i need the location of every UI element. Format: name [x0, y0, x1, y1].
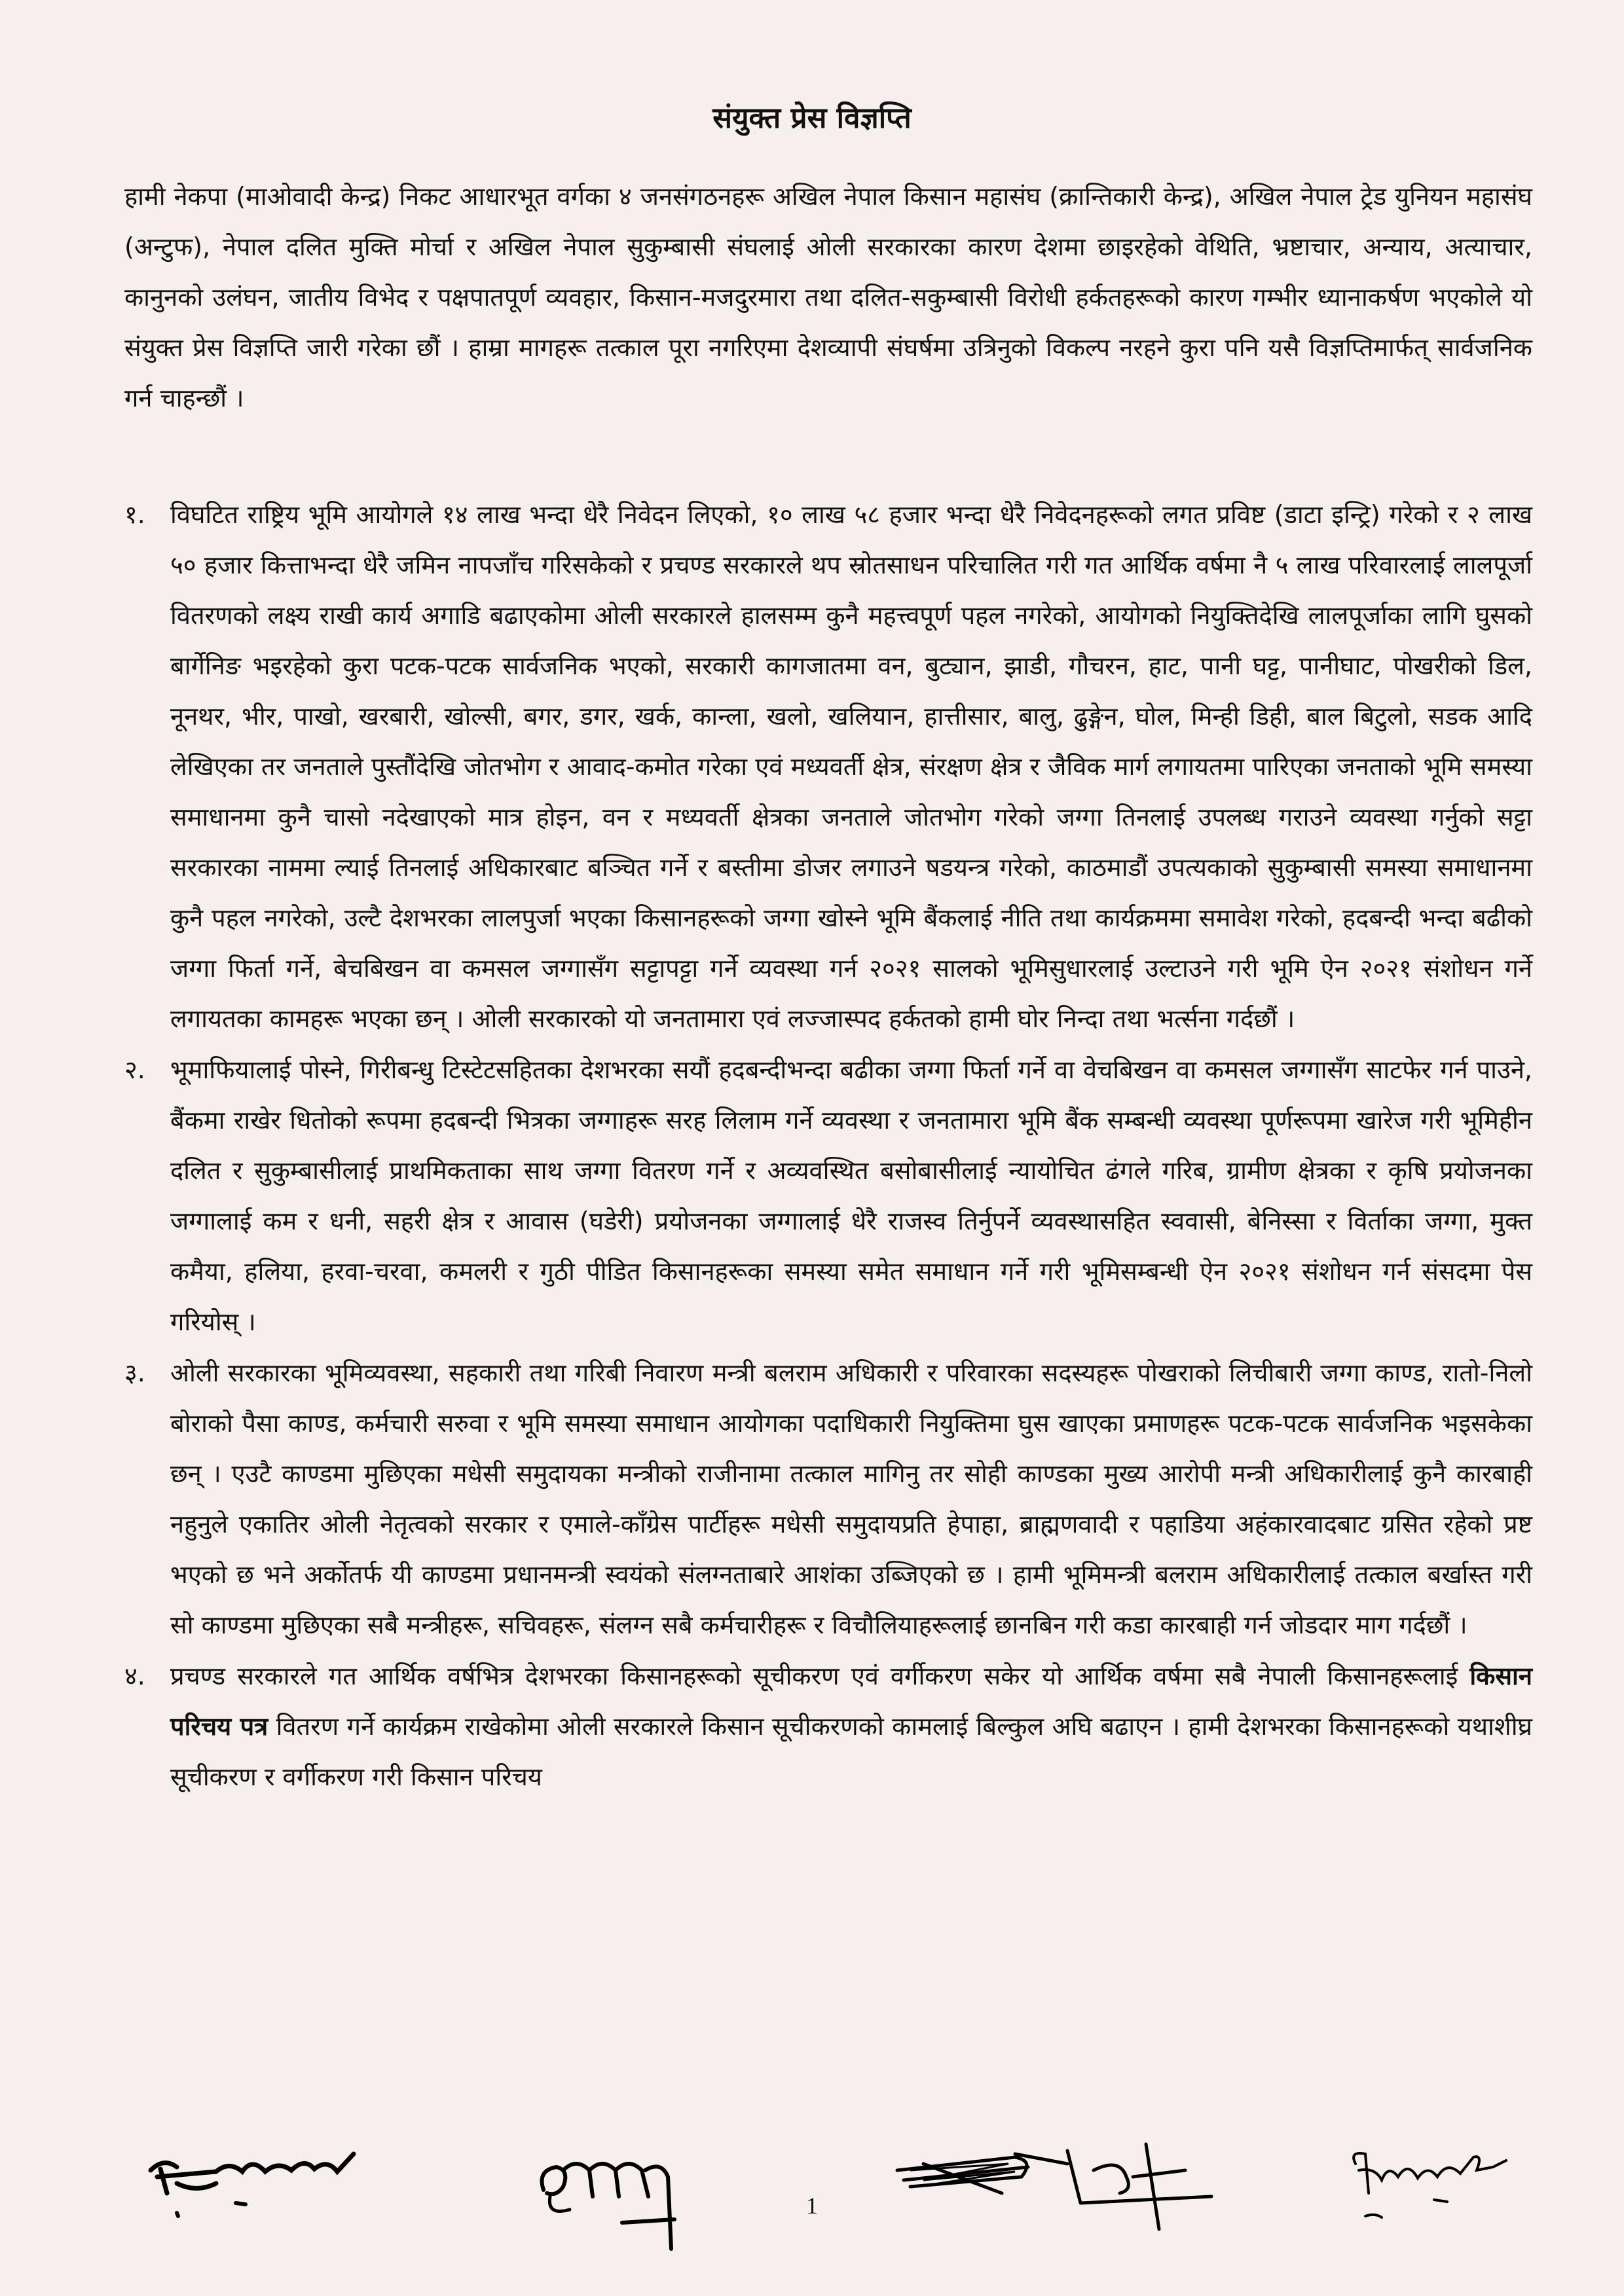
list-item-number: ४. [124, 1662, 145, 1690]
list-item-text: विघटित राष्ट्रिय भूमि आयोगले १४ लाख भन्दा धेरै निवेदन लिएको, १० लाख ५८ हजार भन्दा धेरै निवेदनहरूको लगत प्रविष्ट (डाटा इन्ट्रि) गरेको र २ लाख ५० हजार कित्ताभन्दा धेरै जमिन नापजाँच गरिसकेको र प्रचण्ड सरकारले थप स्रोतसाधन परिचालित गरी गत आर्थिक वर्षमा नै ५ लाख परिवारलाई लालपूर्जा वितरणको लक्ष्य राखी कार्य अगाडि बढाएकोमा ओली सरकारले हालसम्म कुनै महत्त्वपूर्ण पहल नगरेको, आयोगको नियुक्तिदेखि लालपूर्जाका लागि घुसको बार्गेनिङ भइरहेको कुरा पटक-पटक सार्वजनिक भएको, सरकारी कागजातमा वन, बुट्यान, झाडी, गौचरन, हाट, पानी घट्ट, पानीघाट, पोखरीको डिल, नूनथर, भीर, पाखो, खरबारी, खोल्सी, बगर, डगर, खर्क, कान्ला, खलो, खलियान, हात्तीसार, बालु, ढुङ्गेन, घोल, मिन्ही डिही, बाल बिटुलो, सडक आदि लेखिएका तर जनताले पुस्तौंदेखि जोतभोग र आवाद-कमोत गरेका एवं मध्यवर्ती क्षेत्र, संरक्षण क्षेत्र र जैविक मार्ग लगायतमा पारिएका जनताको भूमि समस्या समाधानमा कुनै चासो नदेखाएको मात्र होइन, वन र मध्यवर्ती क्षेत्रका जनताले जोतभोग गरेको जग्गा तिनलाई उपलब्ध गराउने व्यवस्था गर्नुको सट्टा सरकारका नाममा ल्याई तिनलाई अधिकारबाट बञ्चित गर्ने र बस्तीमा डोजर लगाउने षडयन्त्र गरेको, काठमाडौं उपत्यकाको सुकुम्बासी समस्या समाधानमा कुनै पहल नगरेको, उल्टै देशभरका लालपुर्जा भएका किसानहरूको जग्गा खोस्ने भूमि बैंकलाई नीति तथा कार्यक्रममा समावेश गरेको, हदबन्दी भन्दा बढीको जग्गा फिर्ता गर्ने, बेचबिखन वा कमसल जग्गासँग सट्टापट्टा गर्ने व्यवस्था गर्न २०२१ सालको भूमिसुधारलाई उल्टाउने गरी भूमि ऐन २०२१ संशोधन गर्ने लगायतका कामहरू भएका छन् । ओली सरकारको यो जनतामारा एवं लज्जास्पद हर्कतको हामी घोर निन्दा तथा भर्त्सना गर्दछौं । [170, 500, 1532, 1033]
list-item-text: भूमाफियालाई पोस्ने, गिरीबन्धु टिस्टेटसहितका देशभरका सयौं हदबन्दीभन्दा बढीका जग्गा फिर्ता गर्ने वा वेचबिखन वा कमसल जग्गासँग साटफेर गर्न पाउने, बैंकमा राखेर धितोको रूपमा हदबन्दी भित्रका जग्गाहरू सरह लिलाम गर्ने व्यवस्था र जनतामारा भूमि बैंक सम्बन्धी व्यवस्था पूर्णरूपमा खारेज गरी भूमिहीन दलित र सुकुम्बासीलाई प्राथमिकताका साथ जग्गा वितरण गर्ने र अव्यवस्थित बसोबासीलाई न्यायोचित ढंगले गरिब, ग्रामीण क्षेत्रका र कृषि प्रयोजनका जग्गालाई कम र धनी, सहरी क्षेत्र र आवास (घडेरी) प्रयोजनका जग्गालाई धेरै राजस्व तिर्नुपर्ने व्यवस्थासहित स्ववासी, बेनिस्सा र विर्ताका जग्गा, मुक्त कमैया, हलिया, हरवा-चरवा, कमलरी र गुठी पीडित किसानहरूका समस्या समेत समाधान गर्ने गरी भूमिसम्बन्धी ऐन २०२१ संशोधन गर्न संसदमा पेस गरियोस् । [170, 1055, 1532, 1336]
list-item-text: ओली सरकारका भूमिव्यवस्था, सहकारी तथा गरिबी निवारण मन्त्री बलराम अधिकारी र परिवारका सदस्यहरू पोखराको लिचीबारी जग्गा काण्ड, रातो-निलो बोराको पैसा काण्ड, कर्मचारी सरुवा र भूमि समस्या समाधान आयोगका पदाधिकारी नियुक्तिमा घुस खाएका प्रमाणहरू पटक-पटक सार्वजनिक भइसकेका छन् । एउटै काण्डमा मुछिएका मधेसी समुदायका मन्त्रीको राजीनामा तत्काल मागिनु तर सोही काण्डका मुख्य आरोपी मन्त्री अधिकारीलाई कुनै कारबाही नहुनुले एकातिर ओली नेतृत्वको सरकार र एमाले-काँग्रेस पार्टीहरू मधेसी समुदायप्रति हेपाहा, ब्राह्मणवादी र पहाडिया अहंकारवादबाट ग्रसित रहेको प्रष्ट भएको छ भने अर्कोतर्फ यी काण्डमा प्रधानमन्त्री स्वयंको संलग्नताबारे आशंका उब्जिएको छ । हामी भूमिमन्त्री बलराम अधिकारीलाई तत्काल बर्खास्त गरी सो काण्डमा मुछिएका सबै मन्त्रीहरू, सचिवहरू, संलग्न सबै कर्मचारीहरू र विचौलियाहरूलाई छानबिन गरी कडा कारबाही गर्न जोडदार माग गर्दछौं । [170, 1358, 1532, 1639]
list-item-number: २. [124, 1055, 145, 1084]
list-item-text [170, 1651, 1532, 1802]
list-item [124, 1651, 1532, 1802]
list-item [124, 1348, 1532, 1650]
list-item [124, 1045, 1532, 1347]
intro-paragraph: हामी नेकपा (माओवादी केन्द्र) निकट आधारभूत वर्गका ४ जनसंगठनहरू अखिल नेपाल किसान महासंघ (क्रान्तिकारी केन्द्र), अखिल नेपाल ट्रेड युनियन महासंघ (अन्टुफ), नेपाल दलित मुक्ति मोर्चा र अखिल नेपाल सुकुम्बासी संघलाई ओली सरकारका कारण देशमा छाइरहेको वेथिति, भ्रष्टाचार, अन्याय, अत्याचार, कानुनको उलंघन, जातीय विभेद र पक्षपातपूर्ण व्यवहार, किसान-मजदुरमारा तथा दलित-सकुम्बासी विरोधी हर्कतहरूको कारण गम्भीर ध्यानाकर्षण भएकोले यो संयुक्त प्रेस विज्ञप्ति जारी गरेका छौं । हाम्रा मागहरू तत्काल पूरा नगरिएमा देशव्यापी संघर्षमा उत्रिनुको विकल्प नरहने कुरा पनि यसै विज्ञप्तिमार्फत् सार्वजनिक गर्न चाहन्छौं । [124, 182, 1532, 412]
list-item-text-part: प्रचण्ड सरकारले गत आर्थिक वर्षभित्र देशभरका किसानहरूको सूचीकरण एवं वर्गीकरण सकेर यो आर्थिक वर्षमा सबै नेपाली किसानहरूलाई [170, 1662, 1470, 1690]
document-title: संयुक्त प्रेस विज्ञप्ति [712, 101, 912, 135]
demand-list [124, 490, 1532, 1803]
kisan-parichay-patra-bold: किसान परिचय पत्र [170, 1662, 1532, 1741]
signature-3 [884, 2131, 1225, 2242]
page-number: 1 [806, 2193, 818, 2219]
list-item [124, 490, 1532, 1044]
list-item-text-part: वितरण गर्ने कार्यक्रम राखेकोमा ओली सरकारले किसान सूचीकरणको कामलाई बिल्कुल अघि बढाएन । हामी देशभरका किसानहरूको यथाशीघ्र सूचीकरण र वर्गीकरण गरी किसान परिचय [170, 1712, 1532, 1791]
signature-4 [1336, 2131, 1532, 2242]
list-item-number: १. [124, 500, 145, 529]
list-item-number: ३. [124, 1358, 145, 1387]
